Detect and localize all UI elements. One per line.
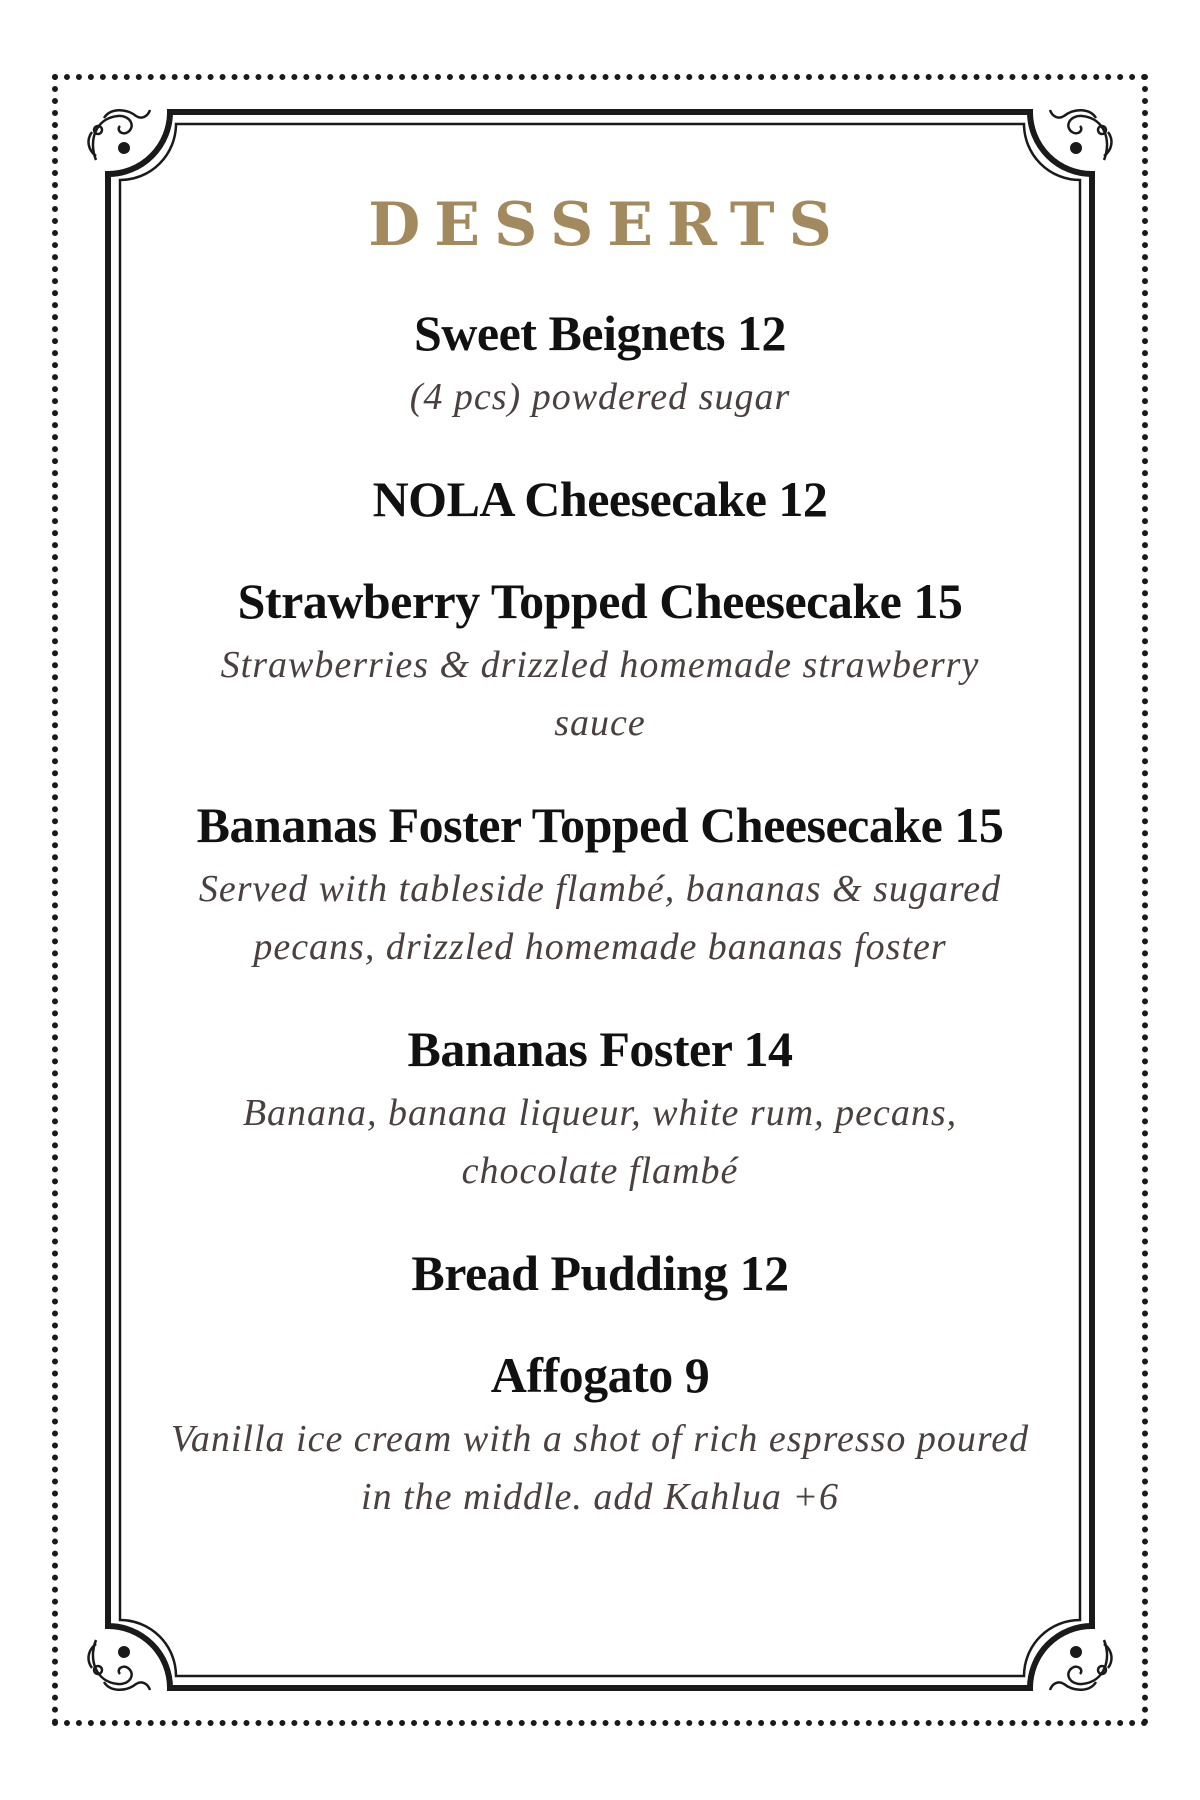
menu-item <box>170 1346 1030 1526</box>
menu-item <box>170 1020 1030 1200</box>
corner-flourish-icon <box>1050 1640 1111 1690</box>
item-description: Banana, banana liqueur, white rum, pecans, chocolate flambé <box>242 1092 958 1192</box>
menu-item <box>170 1244 1030 1302</box>
item-name: Affogato 9 <box>490 1347 710 1403</box>
item-name: Strawberry Topped Cheesecake 15 <box>237 573 963 629</box>
corner-flourish-icon <box>89 1640 150 1690</box>
menu-title: DESSERTS <box>368 190 846 260</box>
corner-flourish-icon <box>89 110 150 160</box>
menu-item <box>170 572 1030 752</box>
item-description: Vanilla ice cream with a shot of rich espresso poured in the middle. add Kahlua +6 <box>170 1418 1030 1518</box>
menu-content <box>170 190 1030 1570</box>
menu-item <box>170 796 1030 976</box>
item-description: (4 pcs) powdered sugar <box>409 376 791 418</box>
item-name: Bread Pudding 12 <box>411 1245 789 1301</box>
item-description: Served with tableside flambé, bananas & sugared pecans, drizzled homemade bananas foster <box>198 868 1002 968</box>
item-name: Bananas Foster 14 <box>407 1021 793 1077</box>
item-name: Bananas Foster Topped Cheesecake 15 <box>196 797 1004 853</box>
menu-item <box>170 304 1030 426</box>
item-name: NOLA Cheesecake 12 <box>372 471 828 527</box>
menu-item <box>170 470 1030 528</box>
item-description: Strawberries & drizzled homemade strawberry sauce <box>220 644 980 744</box>
corner-flourish-icon <box>1050 110 1111 160</box>
item-name: Sweet Beignets 12 <box>414 305 786 361</box>
